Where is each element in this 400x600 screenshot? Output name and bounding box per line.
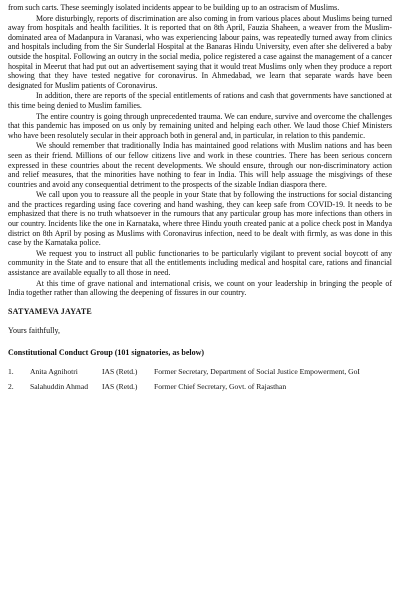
signatory-row	[8, 367, 392, 376]
paragraph-8: At this time of grave national and international crisis, we count on your leadership in bringing the people of India together rather than allowing the deepening of fissures in our country.	[8, 278, 392, 298]
signatory-designation: Former Secretary, Department of Social Justice Empowerment, GoI	[154, 366, 360, 376]
signatory-row	[8, 382, 392, 391]
paragraph-1: from such carts. These seemingly isolated incidents appear to be building up to an ostracism of Muslims.	[8, 3, 340, 12]
group-heading: Constitutional Conduct Group (101 signatories, as below)	[8, 347, 205, 357]
motto: SATYAMEVA JAYATE	[8, 306, 92, 316]
paragraph-7: We request you to instruct all public functionaries to be particularly vigilant to prevent social boycott of any community in the State and to ensure that all the entitlements including medical and hospital care, rations and financial assistance are available equally to all those in need.	[8, 248, 392, 278]
paragraph-5: We should remember that traditionally India has maintained good relations with Muslim nations and has been seen as their friend. Millions of our fellow citizens live and work in these countries. There has been serious concern expressed in these countries about the recent developments. We should ensure, through our non-discriminatory action and relief measures, that the minorities have nothing to fear in India. This will help assuage the misgivings of these countries and avoid any consequential detriment to the prospects of the sizable Indian diaspora there.	[8, 141, 392, 189]
paragraph-6: We call upon you to reassure all the people in your State that by following the instructions for social distancing and the practices regarding using face covering and hand washing, they can keep safe from COVID-19. It needs to be emphasized that there is no truth whatsoever in the rumours that any particular group has more infections than others in our country. Incidents like the one in Karnataka, where three Hindu youth created panic at a police check post in Mandya district on 8th April by posing as Muslims with Coronavirus infection, need to be dealt with firmly, as was done in this case by the Karnataka police.	[8, 190, 392, 248]
signatory-service: IAS (Retd.)	[102, 366, 138, 376]
signatory-name: Anita Agnihotri	[30, 366, 78, 376]
letter-body	[8, 3, 392, 298]
signatory-service: IAS (Retd.)	[102, 381, 138, 391]
salutation: Yours faithfully,	[8, 325, 61, 335]
signatory-number: 1.	[8, 366, 14, 376]
signatory-number: 2.	[8, 381, 14, 391]
signatory-designation: Former Chief Secretary, Govt. of Rajasthan	[154, 381, 287, 391]
paragraph-2: More disturbingly, reports of discrimination are also coming in from various places about Muslims being turned away from hospitals and health facilities. It is reported that on 8th April, Fauzia Shaheen, a weaver from the Muslim-dominated area of Madanpura in Varanasi, who was experiencing labour pains, was repeatedly turned away from clinics and hospitals including from the Sir Sunderlal Hospital at the Banaras Hindu University, even after she delivered a baby outside the hospital. Following an outcry in the social media, police registered a case against the management of a cancer hospital in Meerut that had put out an advertisement saying that it would treat Muslims only when they produce a report showing that they have tested negative for coronavirus. In Ahmedabad, we learn that separate wards have been designated for Muslim patients of Coronavirus.	[8, 13, 392, 90]
paragraph-3: In addition, there are reports of the special entitlements of rations and cash that governments have sanctioned at this time being denied to Muslim families.	[8, 91, 392, 110]
signatories-list	[8, 367, 392, 391]
signature-block	[8, 307, 392, 357]
paragraph-4: The entire country is going through unprecedented trauma. We can endure, survive and overcome the challenges that this pandemic has imposed on us only by remaining united and helping each other. We laud those Chief Ministers who have been resolutely secular in their approach both in general and, in particular, in relation to this pandemic.	[8, 111, 392, 140]
signatory-name: Salahuddin Ahmad	[30, 381, 89, 391]
